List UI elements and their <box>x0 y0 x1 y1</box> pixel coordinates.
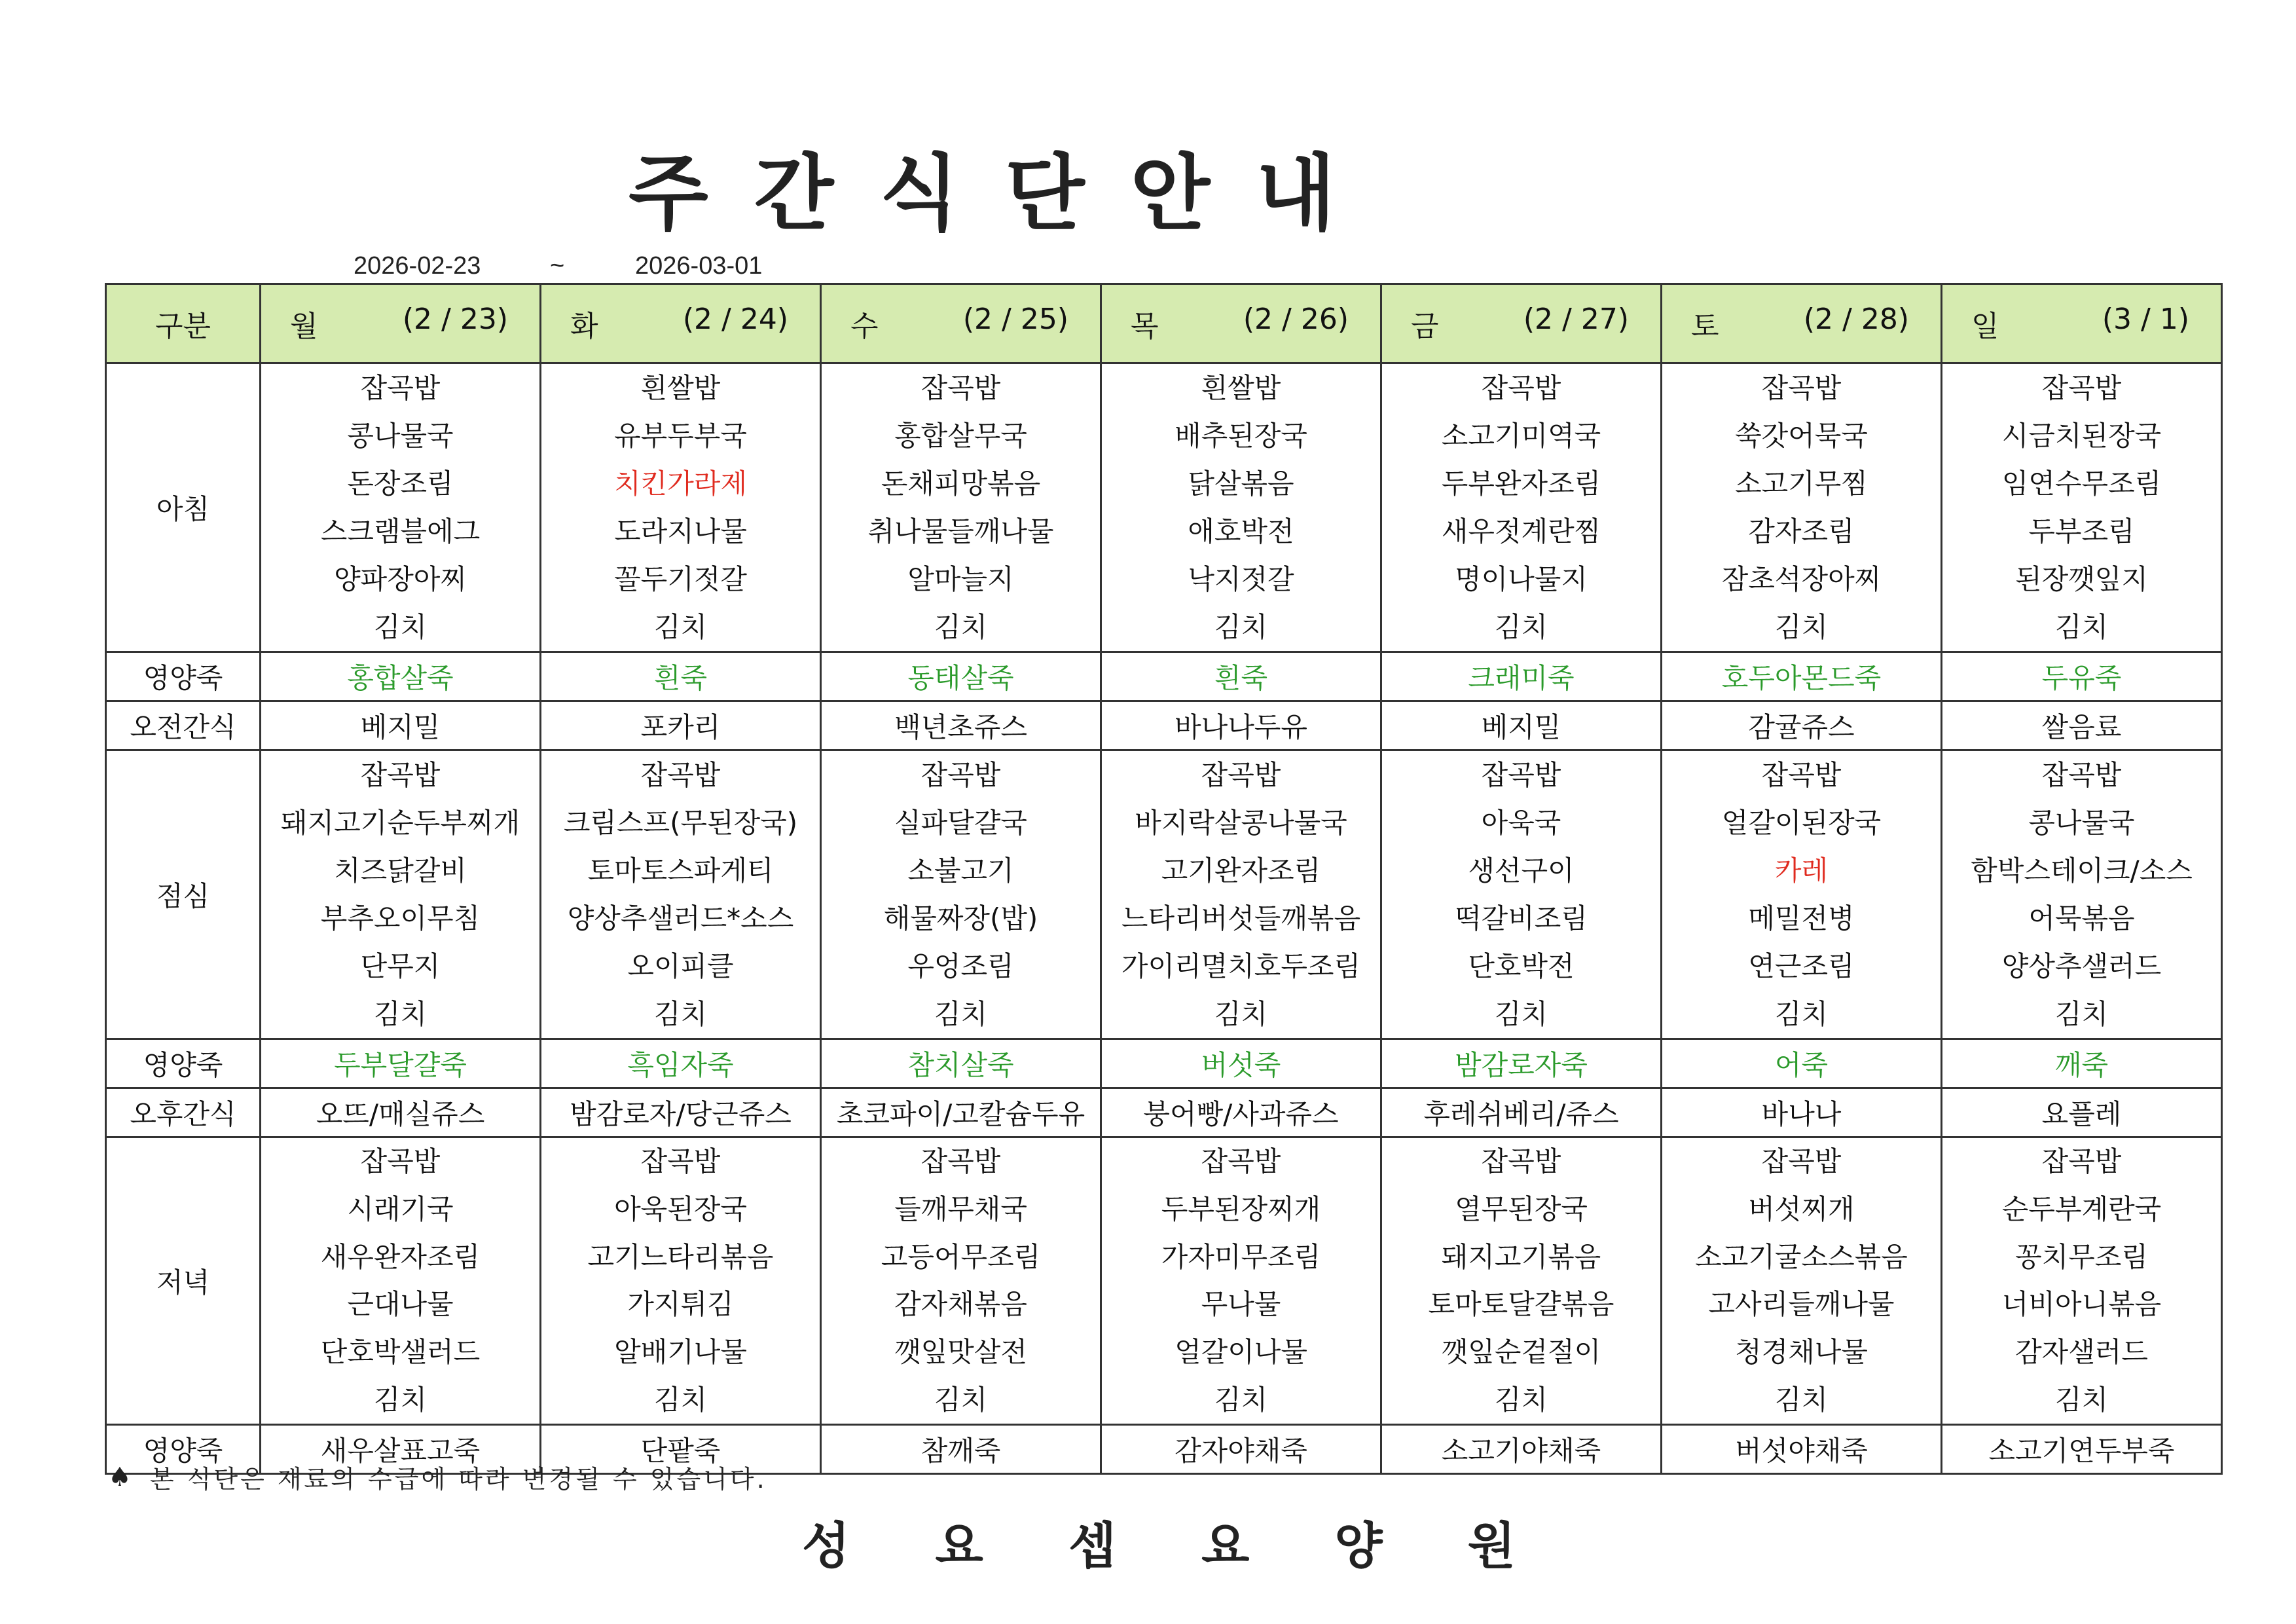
menu-item: 김치 <box>934 1383 988 1416</box>
snack_pm-cell: 바나나 <box>1662 1088 1942 1137</box>
menu-item: 잡곡밥 <box>2041 371 2122 404</box>
row-label-porridge: 영양죽 <box>106 1039 261 1088</box>
menu-item: 청경채나물 <box>1735 1335 1868 1368</box>
menu-item: 잡곡밥 <box>1761 371 1842 404</box>
menu-item: 가이리멸치호두조림 <box>1121 950 1361 982</box>
menu-item: 잡곡밥 <box>1201 1145 1281 1178</box>
menu-item: 소고기무찜 <box>1735 467 1868 500</box>
footer-char: 원 <box>1467 1517 1516 1575</box>
menu-item: 닭살볶음 <box>1188 467 1294 500</box>
menu-item: 김치 <box>2054 1383 2109 1416</box>
date-end: 2026-03-01 <box>635 252 763 280</box>
porridge_dinner-cell: 단팥죽 <box>541 1425 821 1474</box>
snack_pm-cell: 후레쉬베리/쥬스 <box>1381 1088 1662 1137</box>
menu-item: 양상추샐러드*소스 <box>567 902 794 934</box>
dinner-row <box>106 1137 2222 1425</box>
menu-item: 깻잎맛살전 <box>894 1335 1027 1368</box>
menu-item: 단호박샐러드 <box>320 1335 481 1368</box>
menu-item: 떡갈비조림 <box>1455 902 1588 934</box>
title-char: 주 <box>629 145 708 242</box>
menu-item: 연근조림 <box>1748 950 1855 982</box>
header-day-0 <box>261 284 541 363</box>
menu-item: 배추된장국 <box>1175 419 1307 452</box>
menu-item: 양파장아찌 <box>334 563 467 595</box>
menu-item: 잠초석장아찌 <box>1721 563 1882 595</box>
menu-item: 쑥갓어묵국 <box>1735 419 1868 452</box>
snack_am-cell: 쌀음료 <box>1942 701 2222 750</box>
menu-item: 돼지고기볶음 <box>1441 1240 1601 1273</box>
footer-char: 성 <box>802 1517 850 1575</box>
menu-item: 우엉조림 <box>907 950 1014 982</box>
porridge_pm-cell: 어죽 <box>1662 1039 1942 1088</box>
notice-text: 본 식단은 재료의 수급에 따라 변경될 수 있습니다. <box>149 1465 767 1494</box>
menu-item: 치즈닭갈비 <box>334 854 467 887</box>
menu-item: 유부두부국 <box>614 419 747 452</box>
lunch-cell <box>1662 750 1942 1039</box>
porridge_pm-cell: 버섯죽 <box>1101 1039 1381 1088</box>
row-label-porridge: 영양죽 <box>106 652 261 701</box>
porridge_am-cell: 동태살죽 <box>821 652 1101 701</box>
menu-item: 잡곡밥 <box>640 1145 721 1178</box>
porridge_pm-row <box>106 1039 2222 1088</box>
footer-char: 요 <box>935 1517 983 1575</box>
menu-item: 잡곡밥 <box>920 758 1001 791</box>
day-name: 월 <box>290 310 318 343</box>
lunch-cell <box>1101 750 1381 1039</box>
day-date: (2 / 24) <box>682 303 788 336</box>
menu-item: 잡곡밥 <box>360 758 441 791</box>
breakfast-cell <box>1101 363 1381 652</box>
menu-item: 열무된장국 <box>1455 1192 1588 1225</box>
dinner-cell <box>541 1137 821 1425</box>
menu-item: 시금치된장국 <box>2001 419 2162 452</box>
menu-item: 애호박전 <box>1188 515 1294 547</box>
menu-item: 크림스프(무된장국) <box>563 806 798 839</box>
porridge_am-cell: 흰죽 <box>1101 652 1381 701</box>
porridge_dinner-cell: 소고기연두부죽 <box>1942 1425 2222 1474</box>
menu-item: 김치 <box>653 610 708 643</box>
porridge_pm-cell: 밤감로자죽 <box>1381 1039 1662 1088</box>
breakfast-cell <box>1662 363 1942 652</box>
menu-item: 돼지고기순두부찌개 <box>280 806 520 839</box>
title-char: 단 <box>1004 145 1085 242</box>
header-day-1 <box>541 284 821 363</box>
menu-item: 꽁치무조림 <box>2015 1240 2148 1273</box>
porridge_am-cell: 호두아몬드죽 <box>1662 652 1942 701</box>
menu-item: 된장깻잎지 <box>2015 563 2148 595</box>
spade-icon: ♠ <box>108 1462 134 1492</box>
menu-item: 흰쌀밥 <box>640 371 721 404</box>
menu-item: 김치 <box>934 997 988 1030</box>
menu-item: 메밀전병 <box>1748 902 1855 934</box>
day-name: 화 <box>570 310 598 343</box>
day-date: (2 / 28) <box>1803 303 1909 336</box>
menu-item: 두부완자조림 <box>1441 467 1601 500</box>
menu-item: 느타리버섯들깨볶음 <box>1121 902 1361 934</box>
porridge_dinner-cell: 소고기야채죽 <box>1381 1425 1662 1474</box>
row-label-am_snack: 오전간식 <box>106 701 261 750</box>
menu-item: 김치 <box>1494 1383 1548 1416</box>
menu-item: 깻잎순겉절이 <box>1441 1335 1601 1368</box>
day-date: (3 / 1) <box>2102 303 2189 336</box>
menu-item: 흰쌀밥 <box>1201 371 1281 404</box>
menu-item: 김치 <box>1774 997 1829 1030</box>
menu-item: 가지튀김 <box>627 1288 734 1321</box>
menu-item: 너비아니볶음 <box>2001 1288 2162 1321</box>
snack_am-cell: 바나나두유 <box>1101 701 1381 750</box>
header-day-4 <box>1381 284 1662 363</box>
dinner-cell <box>1662 1137 1942 1425</box>
snack_pm-cell: 오뜨/매실쥬스 <box>261 1088 541 1137</box>
menu-item: 김치 <box>1214 610 1268 643</box>
snack_pm-cell: 붕어빵/사과쥬스 <box>1101 1088 1381 1137</box>
row-label-porridge: 영양죽 <box>106 1425 261 1474</box>
header-category: 구분 <box>106 284 261 363</box>
lunch-cell <box>1381 750 1662 1039</box>
title-char: 안 <box>1130 145 1211 242</box>
menu-item: 김치 <box>1494 610 1548 643</box>
lunch-cell <box>1942 750 2222 1039</box>
menu-item: 잡곡밥 <box>1761 758 1842 791</box>
title-char: 식 <box>879 145 960 242</box>
menu-item: 김치 <box>1214 1383 1268 1416</box>
menu-item: 잡곡밥 <box>1481 758 1561 791</box>
menu-item: 어묵볶음 <box>2028 902 2135 934</box>
page-title <box>629 128 1336 246</box>
menu-item: 토마토달걀볶음 <box>1428 1288 1614 1321</box>
menu-item: 토마토스파게티 <box>587 854 774 887</box>
menu-item: 순두부계란국 <box>2001 1192 2162 1225</box>
menu-item: 새우젓계란찜 <box>1441 515 1601 547</box>
menu-item: 도라지나물 <box>614 515 747 547</box>
menu-item: 스크램블에그 <box>320 515 481 547</box>
snack_pm-row <box>106 1088 2222 1137</box>
day-name: 일 <box>1971 310 1999 343</box>
snack_am-cell: 백년초쥬스 <box>821 701 1101 750</box>
header-day-6 <box>1942 284 2222 363</box>
porridge_dinner-cell: 감자야채죽 <box>1101 1425 1381 1474</box>
row-label-pm_snack: 오후간식 <box>106 1088 261 1137</box>
menu-item: 잡곡밥 <box>1481 1145 1561 1178</box>
menu-item: 잡곡밥 <box>920 371 1001 404</box>
institution-name <box>802 1506 1516 1578</box>
menu-item: 감자샐러드 <box>2015 1335 2148 1368</box>
title-char: 간 <box>754 145 834 242</box>
breakfast-cell <box>541 363 821 652</box>
footer-char: 요 <box>1201 1517 1250 1575</box>
day-date: (2 / 27) <box>1523 303 1629 336</box>
day-name: 수 <box>850 310 879 343</box>
breakfast-cell <box>261 363 541 652</box>
menu-item: 무나물 <box>1201 1288 1281 1321</box>
breakfast-row <box>106 363 2222 652</box>
day-name: 목 <box>1131 310 1159 343</box>
menu-item: 단무지 <box>360 950 441 982</box>
menu-item: 오이피클 <box>627 950 734 982</box>
menu-item: 김치 <box>934 610 988 643</box>
lunch-row <box>106 750 2222 1039</box>
menu-item: 고기느타리볶음 <box>587 1240 774 1273</box>
date-start: 2026-02-23 <box>354 252 481 280</box>
menu-item: 김치 <box>1214 997 1268 1030</box>
lunch-cell <box>541 750 821 1039</box>
menu-item: 아욱국 <box>1481 806 1561 839</box>
header-row <box>106 284 2222 363</box>
breakfast-cell <box>1381 363 1662 652</box>
snack_am-cell: 포카리 <box>541 701 821 750</box>
row-label-dinner: 저녁 <box>106 1137 261 1425</box>
menu-item: 근대나물 <box>347 1288 454 1321</box>
menu-item: 꼴두기젓갈 <box>614 563 747 595</box>
menu-item: 김치 <box>2054 997 2109 1030</box>
menu-item: 소고기미역국 <box>1441 419 1601 452</box>
menu-item: 감자채볶음 <box>894 1288 1027 1321</box>
lunch-cell <box>261 750 541 1039</box>
menu-item: 새우완자조림 <box>320 1240 481 1273</box>
snack_am-row <box>106 701 2222 750</box>
menu-item: 임연수무조림 <box>2001 467 2162 500</box>
weekly-menu-table <box>105 283 2223 1475</box>
menu-item: 알마늘지 <box>907 563 1014 595</box>
date-range <box>354 252 762 280</box>
porridge_am-cell: 홍합살죽 <box>261 652 541 701</box>
porridge_dinner-cell: 새우살표고죽 <box>261 1425 541 1474</box>
dinner-cell <box>1101 1137 1381 1425</box>
porridge_am-cell: 두유죽 <box>1942 652 2222 701</box>
title-char: 내 <box>1256 145 1336 242</box>
snack_pm-cell: 요플레 <box>1942 1088 2222 1137</box>
menu-item: 잡곡밥 <box>2041 758 2122 791</box>
menu-item: 바지락살콩나물국 <box>1135 806 1347 839</box>
dinner-cell <box>261 1137 541 1425</box>
lunch-cell <box>821 750 1101 1039</box>
menu-item: 얼갈이된장국 <box>1721 806 1882 839</box>
menu-item: 아욱된장국 <box>614 1192 747 1225</box>
porridge_pm-cell: 흑임자죽 <box>541 1039 821 1088</box>
day-date: (2 / 25) <box>962 303 1068 336</box>
porridge_pm-cell: 참치살죽 <box>821 1039 1101 1088</box>
menu-item: 두부조림 <box>2028 515 2135 547</box>
menu-item: 잡곡밥 <box>360 1145 441 1178</box>
menu-item: 고등어무조림 <box>881 1240 1041 1273</box>
menu-item: 돈장조림 <box>347 467 454 500</box>
menu-item: 소불고기 <box>907 854 1014 887</box>
menu-item: 홍합살무국 <box>894 419 1027 452</box>
snack_am-cell: 베지밀 <box>261 701 541 750</box>
menu-item: 시래기국 <box>347 1192 454 1225</box>
dinner-cell <box>821 1137 1101 1425</box>
menu-item: 잡곡밥 <box>1481 371 1561 404</box>
menu-item: 잡곡밥 <box>360 371 441 404</box>
menu-item: 김치 <box>653 1383 708 1416</box>
menu-item: 해물짜장(밥) <box>883 902 1038 934</box>
menu-item: 김치 <box>373 610 428 643</box>
menu-item: 콩나물국 <box>347 419 454 452</box>
menu-item: 김치 <box>1774 1383 1829 1416</box>
date-separator: ~ <box>550 252 565 280</box>
menu-item: 실파달걀국 <box>894 806 1027 839</box>
menu-item: 함박스테이크/소스 <box>1971 854 2193 887</box>
breakfast-cell <box>821 363 1101 652</box>
menu-item: 단호박전 <box>1468 950 1575 982</box>
menu-item: 낙지젓갈 <box>1188 563 1294 595</box>
menu-item: 김치 <box>373 997 428 1030</box>
day-date: (2 / 23) <box>402 303 508 336</box>
porridge_pm-cell: 두부달걀죽 <box>261 1039 541 1088</box>
menu-item: 돈채피망볶음 <box>881 467 1041 500</box>
menu-item: 소고기굴소스볶음 <box>1695 1240 1908 1273</box>
footer-char: 양 <box>1334 1517 1383 1575</box>
snack_pm-cell: 초코파이/고칼슘두유 <box>821 1088 1101 1137</box>
day-date: (2 / 26) <box>1243 303 1349 336</box>
menu-item: 김치 <box>2054 610 2109 643</box>
menu-item: 양상추샐러드 <box>2001 950 2162 982</box>
menu-item: 알배기나물 <box>614 1335 747 1368</box>
footer-char: 셉 <box>1068 1517 1117 1575</box>
porridge_dinner-cell: 버섯야채죽 <box>1662 1425 1942 1474</box>
porridge_am-cell: 크래미죽 <box>1381 652 1662 701</box>
menu-item: 생선구이 <box>1468 854 1575 887</box>
menu-item: 잡곡밥 <box>1201 758 1281 791</box>
menu-item: 잡곡밥 <box>1761 1145 1842 1178</box>
breakfast-cell <box>1942 363 2222 652</box>
menu-item: 잡곡밥 <box>2041 1145 2122 1178</box>
snack_pm-cell: 밤감로자/당근쥬스 <box>541 1088 821 1137</box>
menu-item: 취나물들깨나물 <box>867 515 1054 547</box>
day-name: 금 <box>1411 310 1439 343</box>
header-day-5 <box>1662 284 1942 363</box>
menu-item: 두부된장찌개 <box>1161 1192 1321 1225</box>
menu-item: 명이나물지 <box>1455 563 1588 595</box>
menu-item: 잡곡밥 <box>640 758 721 791</box>
menu-item: 잡곡밥 <box>920 1145 1001 1178</box>
menu-item: 김치 <box>653 997 708 1030</box>
menu-item: 버섯찌개 <box>1748 1192 1855 1225</box>
menu-item: 콩나물국 <box>2028 806 2135 839</box>
dinner-cell <box>1381 1137 1662 1425</box>
porridge_pm-cell: 깨죽 <box>1942 1039 2222 1088</box>
menu-item: 김치 <box>1494 997 1548 1030</box>
menu-item: 고기완자조림 <box>1161 854 1321 887</box>
row-label-breakfast: 아침 <box>106 363 261 652</box>
menu-item: 김치 <box>1774 610 1829 643</box>
snack_am-cell: 감귤쥬스 <box>1662 701 1942 750</box>
header-day-3 <box>1101 284 1381 363</box>
menu-item: 카레 <box>1774 854 1829 887</box>
header-day-2 <box>821 284 1101 363</box>
snack_am-cell: 베지밀 <box>1381 701 1662 750</box>
menu-item: 김치 <box>373 1383 428 1416</box>
porridge_dinner-cell: 참깨죽 <box>821 1425 1101 1474</box>
menu-item: 치킨가라제 <box>614 467 747 500</box>
menu-item: 들깨무채국 <box>894 1192 1027 1225</box>
dinner-cell <box>1942 1137 2222 1425</box>
menu-item: 감자조림 <box>1748 515 1855 547</box>
row-label-lunch: 점심 <box>106 750 261 1039</box>
menu-item: 얼갈이나물 <box>1175 1335 1307 1368</box>
menu-item: 가자미무조림 <box>1161 1240 1321 1273</box>
menu-item: 부추오이무침 <box>320 902 481 934</box>
porridge_am-cell: 흰죽 <box>541 652 821 701</box>
day-name: 토 <box>1691 310 1719 343</box>
menu-item: 고사리들깨나물 <box>1708 1288 1895 1321</box>
notice <box>108 1459 767 1495</box>
porridge_am-row <box>106 652 2222 701</box>
